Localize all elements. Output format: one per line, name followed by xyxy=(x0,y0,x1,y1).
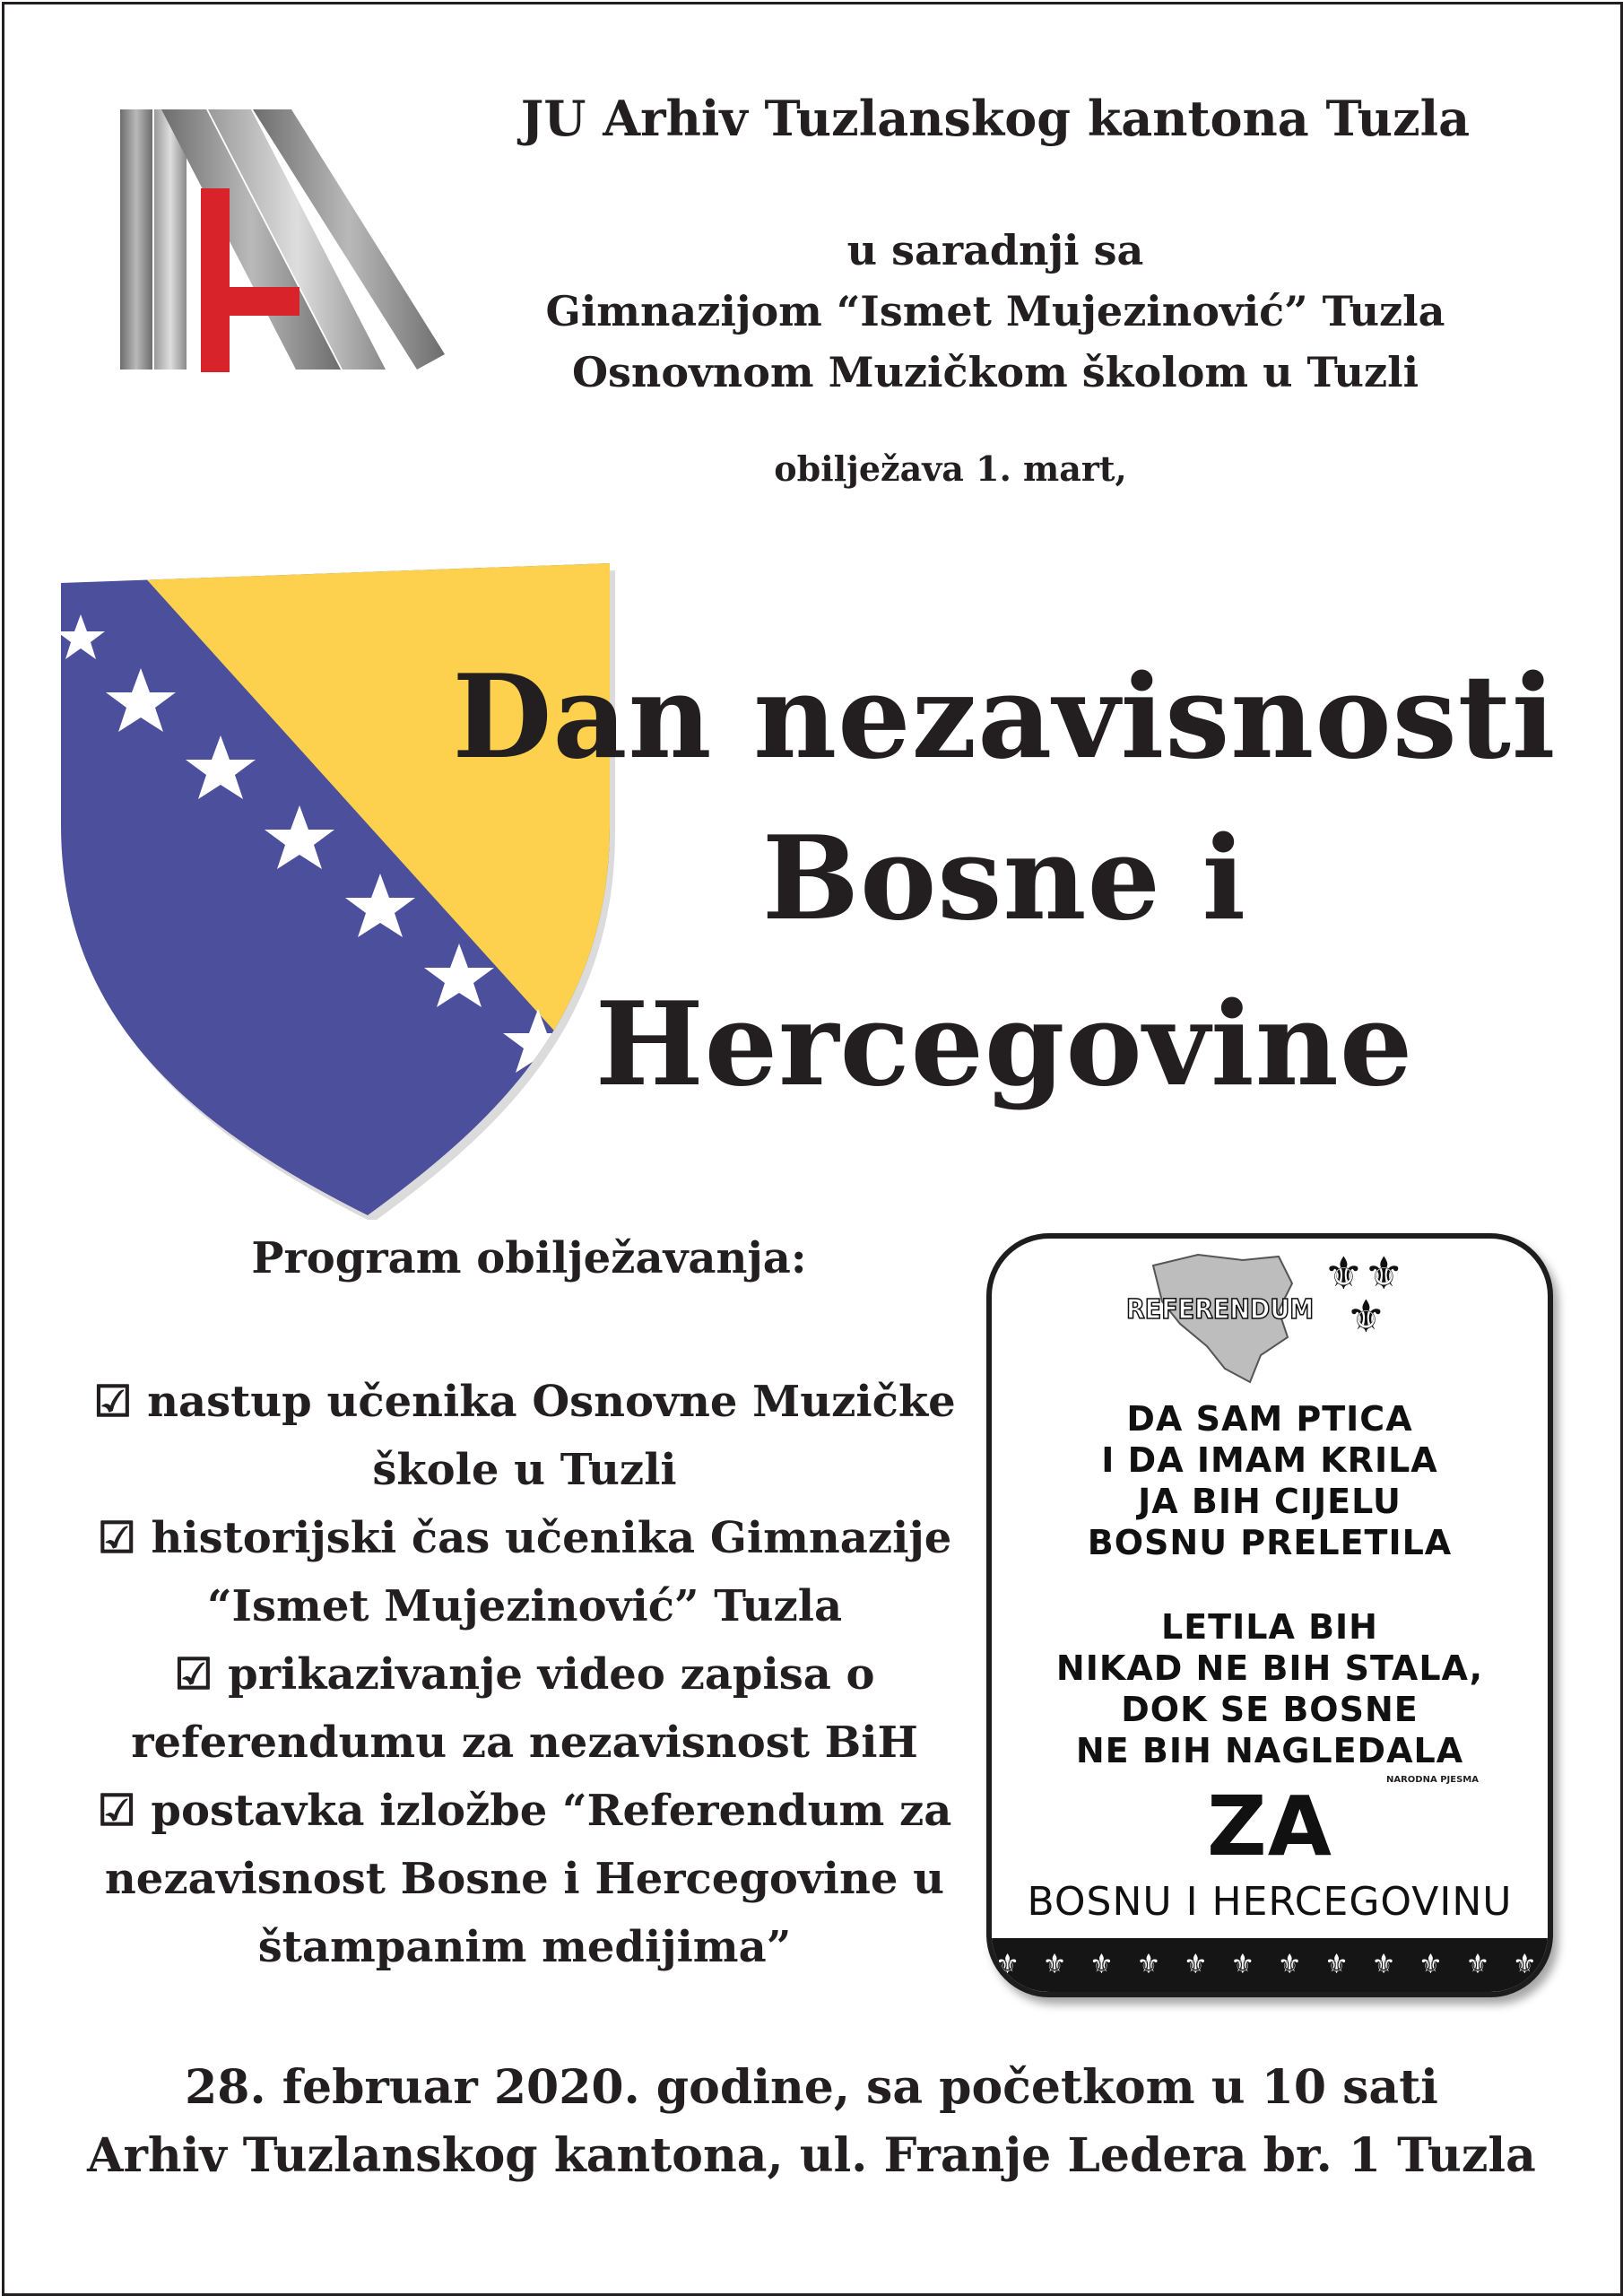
title-line-1: Dan nezavisnosti xyxy=(452,650,1557,785)
event-date: 28. februar 2020. godine, sa početkom u 10 sati xyxy=(185,2060,1438,2115)
program-item: ☑ historijski čas učenika Gimnazije xyxy=(97,1513,952,1563)
fleur-de-lis-band: ⚜ ⚜ ⚜ ⚜ ⚜ ⚜ ⚜ ⚜ ⚜ ⚜ ⚜ ⚜ xyxy=(992,1938,1548,1992)
program-item: ☑ nastup učenika Osnovne Muzičke xyxy=(93,1377,956,1427)
program-item: štampanim medijima” xyxy=(257,1922,792,1972)
poem-attribution: NARODNA PJESMA xyxy=(1386,1775,1479,1785)
poem-line: NE BIH NAGLEDALA xyxy=(1075,1731,1464,1770)
cooperation-text: u saradnji sa xyxy=(846,226,1144,274)
organization-name: JU Arhiv Tuzlanskog kantona Tuzla xyxy=(520,90,1471,147)
poem-line: BOSNU PRELETILA xyxy=(1087,1523,1453,1562)
poem-line: NIKAD NE BIH STALA, xyxy=(1055,1648,1484,1688)
fleur-de-lis-icon: ⚜ xyxy=(1346,1291,1386,1343)
poem-line: DOK SE BOSNE xyxy=(1121,1690,1419,1729)
slogan-za: ZA xyxy=(1207,1779,1332,1874)
poem-line: JA BIH CIJELU xyxy=(1138,1482,1402,1521)
fleur-de-lis-icon: ⚜⚜ xyxy=(1324,1248,1404,1300)
slogan-bih: BOSNU I HERCEGOVINU xyxy=(1027,1879,1513,1925)
program-item: “Ismet Mujezinović” Tuzla xyxy=(206,1581,843,1631)
poem-line: I DA IMAM KRILA xyxy=(1101,1440,1438,1480)
referendum-label: REFERENDUM xyxy=(1126,1294,1315,1326)
program-list xyxy=(90,1368,959,1981)
partner-music-school: Osnovnom Muzičkom školom u Tuzli xyxy=(571,348,1419,396)
poem-line: DA SAM PTICA xyxy=(1126,1399,1413,1439)
referendum-poster xyxy=(986,1233,1553,1997)
poem-line: LETILA BIH xyxy=(1161,1607,1378,1647)
event-footer xyxy=(36,2054,1587,2190)
poem-verse-1 xyxy=(992,1398,1548,1563)
title-line-3: Hercegovine xyxy=(595,978,1414,1112)
poem-verse-2 xyxy=(992,1606,1548,1771)
program-item: referendumu za nezavisnost BiH xyxy=(131,1718,918,1768)
event-location: Arhiv Tuzlanskog kantona, ul. Franje Ledera br. 1 Tuzla xyxy=(87,2128,1536,2183)
partner-gymnasium: Gimnazijom “Ismet Mujezinović” Tuzla xyxy=(545,287,1445,335)
archive-logo xyxy=(108,99,466,386)
program-item: ☑ postavka izložbe “Referendum za xyxy=(97,1786,952,1836)
title-line-2: Bosne i xyxy=(761,812,1247,946)
program-item: ☑ prikazivanje video zapisa o xyxy=(174,1649,875,1700)
marks-date-text: obilježava 1. mart, xyxy=(774,448,1127,489)
program-item: nezavisnost Bosne i Hercegovine u xyxy=(104,1854,945,1904)
program-item: škole u Tuzli xyxy=(372,1445,677,1495)
program-heading: Program obilježavanja: xyxy=(251,1233,807,1283)
